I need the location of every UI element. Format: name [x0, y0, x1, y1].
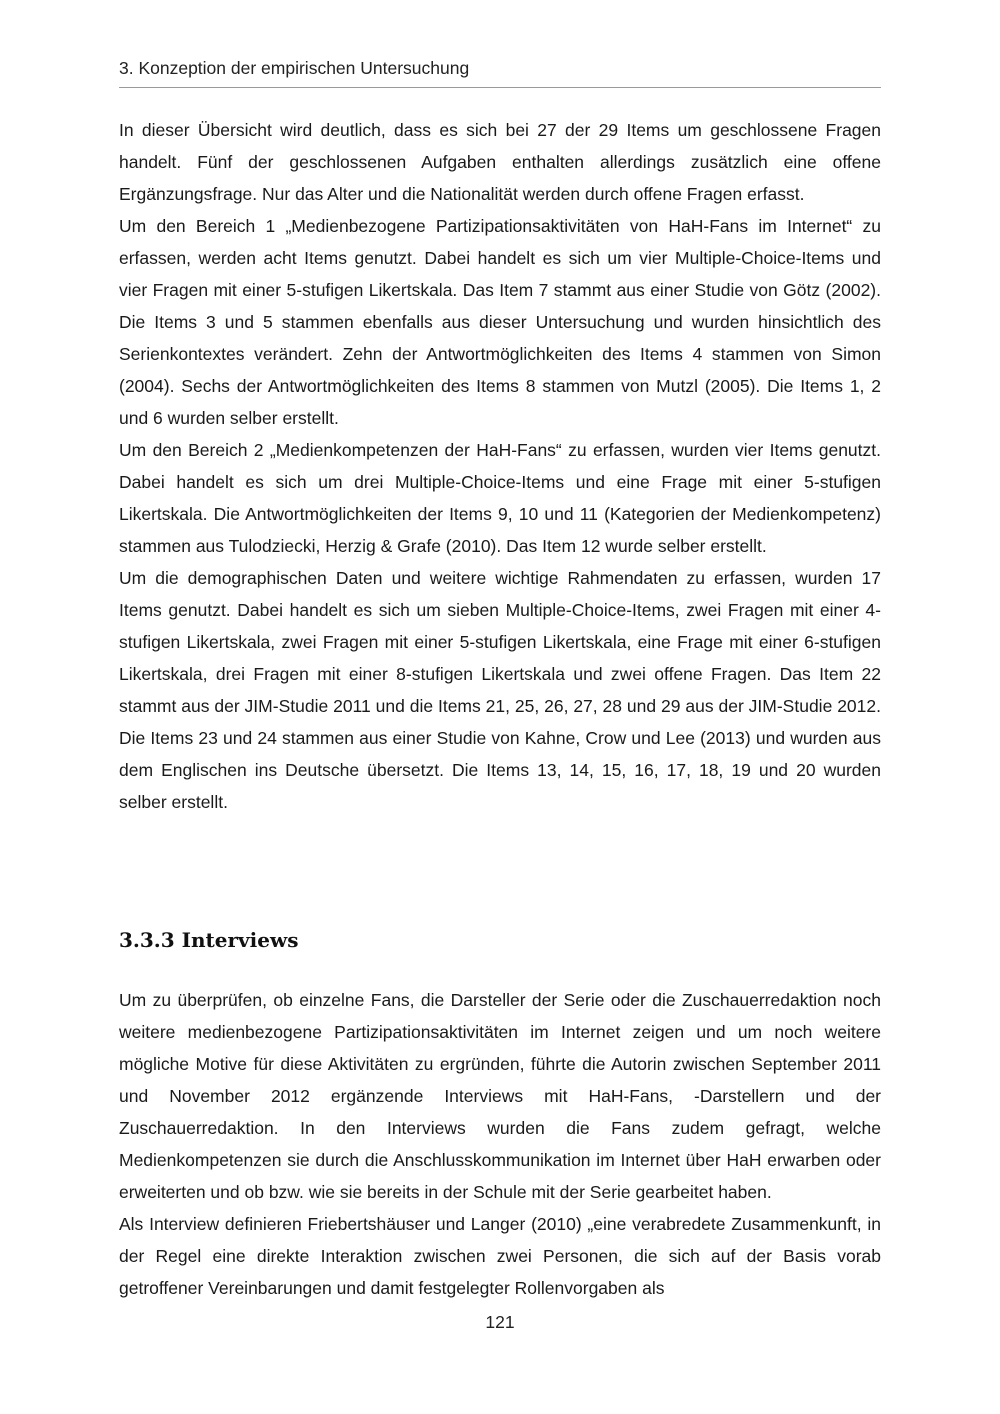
- body-text-upper: [119, 114, 881, 818]
- page-number: 121: [485, 1312, 515, 1332]
- running-header: 3. Konzeption der empirischen Untersuchung: [119, 58, 881, 88]
- paragraph-area-1: Um den Bereich 1 „Medienbezogene Partizipationsaktivitäten von HaH-Fans im Internet“ zu erfassen, werden acht Items genutzt. Dabei handelt es sich um vier Multiple-Choice-Items und vier Fragen mit einer 5-stufigen Likertskala. Das Item 7 stammt aus einer Studie von Götz (2002). Die Items 3 und 5 stammen ebenfalls aus dieser Untersuchung und wurden hinsichtlich des Serienkontextes verändert. Zehn der Antwortmöglichkeiten des Items 4 stammen von Simon (2004). Sechs der Antwortmöglichkeiten des Items 8 stammen von Mutzl (2005). Die Items 1, 2 und 6 wurden selber erstellt.: [119, 216, 881, 428]
- paragraph-item-overview: In dieser Übersicht wird deutlich, dass es sich bei 27 der 29 Items um geschlossene Fragen handelt. Fünf der geschlossenen Aufgaben enthalten allerdings zusätzlich eine offene Ergänzungsfrage. Nur das Alter und die Nationalität werden durch offene Fragen erfasst.: [119, 120, 881, 204]
- paragraph-interview-definition: Als Interview definieren Friebertshäuser und Langer (2010) „eine verabredete Zusammenkunft, in der Regel eine direkte Interaktion zwischen zwei Personen, die sich auf der Basis vorab getroffener Vereinbarungen und damit festgelegter Rollenvorgaben als: [119, 1214, 881, 1298]
- paragraph-area-2: Um den Bereich 2 „Medienkompetenzen der HaH-Fans“ zu erfassen, wurden vier Items genutzt. Dabei handelt es sich um drei Multiple-Choice-Items und eine Frage mit einer 5-stufigen Likertskala. Die Antwortmöglichkeiten der Items 9, 10 und 11 (Kategorien der Medienkompetenz) stammen aus Tulodziecki, Herzig & Grafe (2010). Das Item 12 wurde selber erstellt.: [119, 440, 881, 556]
- paragraph-demographics: Um die demographischen Daten und weitere wichtige Rahmendaten zu erfassen, wurden 17 Items genutzt. Dabei handelt es sich um sieben Multiple-Choice-Items, zwei Fragen mit einer 4-stufigen Likertskala, zwei Fragen mit einer 5-stufigen Likertskala, eine Frage mit einer 6-stufigen Likertskala, drei Fragen mit einer 8-stufigen Likertskala und zwei offene Fragen. Das Item 22 stammt aus der JIM-Studie 2011 und die Items 21, 25, 26, 27, 28 und 29 aus der JIM-Studie 2012. Die Items 23 und 24 stammen aus einer Studie von Kahne, Crow und Lee (2013) und wurden aus dem Englischen ins Deutsche übersetzt. Die Items 13, 14, 15, 16, 17, 18, 19 und 20 wurden selber erstellt.: [119, 568, 881, 812]
- section-heading: 3.3.3 Interviews: [119, 928, 299, 952]
- paragraph-interviews-intro: Um zu überprüfen, ob einzelne Fans, die Darsteller der Serie oder die Zuschauerredaktion noch weitere medienbezogene Partizipationsaktivitäten im Internet zeigen und um noch weitere mögliche Motive für diese Aktivitäten zu ergründen, führte die Autorin zwischen September 2011 und November 2012 ergänzende Interviews mit HaH-Fans, -Darstellern und der Zuschauerredaktion. In den Interviews wurden die Fans zudem gefragt, welche Medienkompetenzen sie durch die Anschlusskommunikation im Internet über HaH erwarben oder erweiterten und ob bzw. wie sie bereits in der Schule mit der Serie gearbeitet haben.: [119, 990, 881, 1202]
- body-text-lower: [119, 984, 881, 1304]
